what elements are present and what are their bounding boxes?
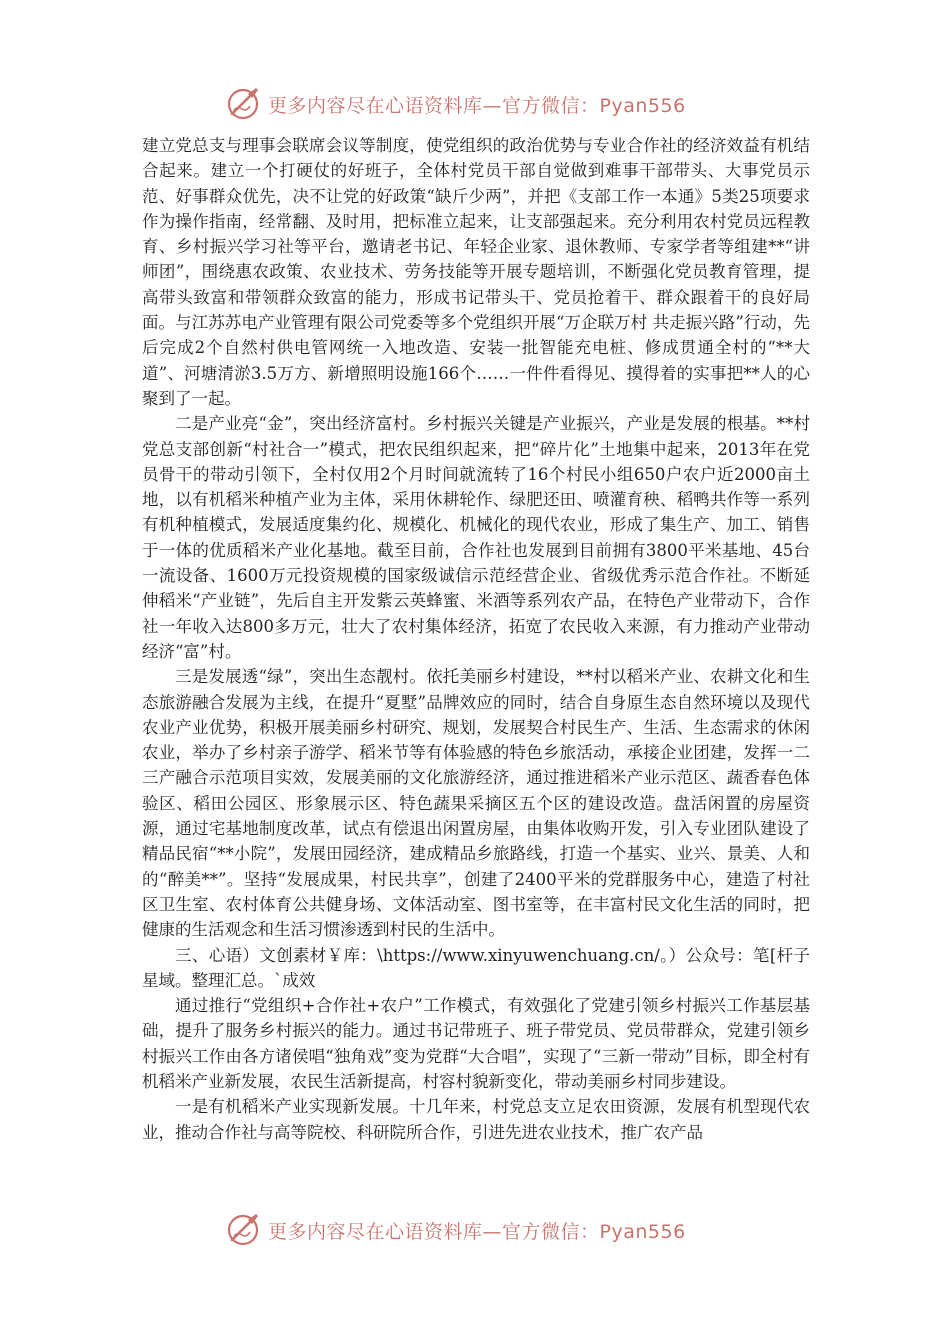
pen-logo-icon [224,1210,264,1250]
paragraph-6: 一是有机稻米产业实现新发展。十几年来，村党总支立足农田资源，发展有机型现代农业，推动合作社与高等院校、科研院所合作，引进先进农业技术，推广农产品 [142,1097,810,1142]
paragraph-3: 三是发展透“绿”，突出生态靓村。依托美丽乡村建设，**村以稻米产业、农耕文化和生态旅游融合发展为主线，在提升“夏墅”品牌效应的同时，结合自身原生态自然环境以及现代农业产业优势，积极开展美丽乡村研究、规划，发展契合村民生产、生活、生态需求的休闲农业，举办了乡村亲子游学、稻米节等有体验感的特色乡旅活动，承接企业团建，发挥一二三产融合示范项目实效，发展美丽的文化旅游经济，通过推进稻米产业示范区、蔬香春色体验区、稻田公园区、形象展示区、特色蔬果采摘区五个区的建设改造。盘活闲置的房屋资源，通过宅基地制度改革，试点有偿退出闲置房屋，由集体收购开发，引入专业团队建设了精品民宿“**小院”，发展田园经济，建成精品乡旅路线，打造一个基实、业兴、景美、人和的“醉美**”。坚持“发展成果，村民共享”，创建了2400平米的党群服务中心，建造了村社区卫生室、农村体育公共健身场、文体活动室、图书室等，在丰富村民文化生活的同时，把健康的生活观念和生活习惯渗透到村民的生活中。 [142,667,810,940]
paragraph-2: 二是产业亮“金”，突出经济富村。乡村振兴关键是产业振兴，产业是发展的根基。**村党总支部创新“村社合一”模式，把农民组织起来，把“碎片化”土地集中起来，2013年在党员骨干的带动引领下，全村仅用2个月时间就流转了16个村民小组650户农户近2000亩土地，以有机稻米种植产业为主体，采用休耕轮作、绿肥还田、喷灌育秧、稻鸭共作等一系列有机种植模式，发展适度集约化、规模化、机械化的现代农业，形成了集生产、加工、销售于一体的优质稻米产业化基地。截至目前，合作社也发展到目前拥有3800平米基地、45台一流设备、1600万元投资规模的国家级诚信示范经营企业、省级优秀示范合作社。不断延伸稻米“产业链”，先后自主开发紫云英蜂蜜、米酒等系列农产品，在特色产业带动下，合作社一年收入达800多万元，壮大了农村集体经济，拓宽了农民收入来源，有力推动产业带动经济“富”村。 [142,414,810,661]
paragraph-1: 建立党总支与理事会联席会议等制度，使党组织的政治优势与专业合作社的经济效益有机结合起来。建立一个打硬仗的好班子，全体村党员干部自觉做到难事干部带头、大事党员示范、好事群众优先，决不让党的好政策“缺斤少两”，并把《支部工作一本通》5类25项要求作为操作指南，经常翻、及时用，把标准立起来，让支部强起来。充分利用农村党员远程教育、乡村振兴学习社等平台，邀请老书记、年轻企业家、退休教师、专家学者等组建**“讲师团”，围绕惠农政策、农业技术、劳务技能等开展专题培训，不断强化党员教育管理，提高带头致富和带领群众致富的能力，形成书记带头干、党员抢着干、群众跟着干的良好局面。与江苏苏电产业管理有限公司党委等多个党组织开展“万企联万村 共走振兴路”行动，先后完成2个自然村供电管网统一入地改造、安装一批智能充电桩、修成贯通全村的“**大道”、河塘清淤3.5万方、新增照明设施166个……一件件看得见、摸得着的实事把**人的心聚到了一起。 [142,136,810,408]
watermark-footer [224,1210,686,1250]
paragraph-4-heading: 三、心语）文创素材￥库：\https://www.xinyuwenchuang.cn/。）公众号：笔[杆子星域。整理汇总。`成效 [142,945,810,990]
watermark-text: 更多内容尽在心语资料库—官方微信：Pyan556 [268,94,686,117]
watermark-text: 更多内容尽在心语资料库—官方微信：Pyan556 [268,1220,686,1243]
document-body [142,133,810,1145]
watermark-header [224,84,686,124]
pen-logo-icon [224,84,264,124]
paragraph-5: 通过推行“党组织+合作社+农户”工作模式，有效强化了党建引领乡村振兴工作基层基础，提升了服务乡村振兴的能力。通过书记带班子、班子带党员、党员带群众，党建引领乡村振兴工作由各方诸侯唱“独角戏”变为党群“大合唱”，实现了“三新一带动”目标，即全村有机稻米产业新发展，农民生活新提高，村容村貌新变化，带动美丽乡村同步建设。 [142,996,810,1091]
